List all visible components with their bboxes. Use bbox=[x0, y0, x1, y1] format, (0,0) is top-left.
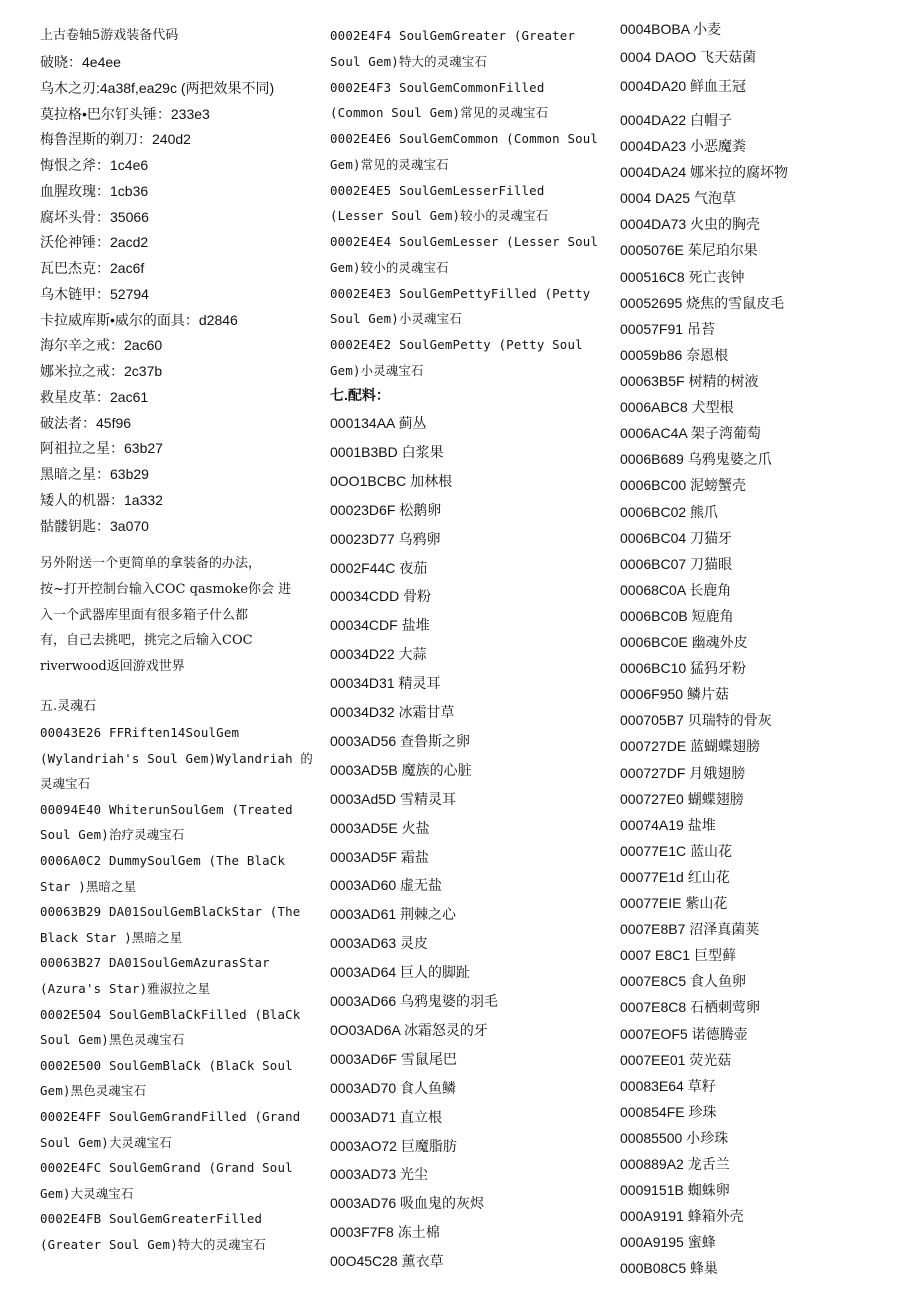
ingredient-line: 0006BC0E 幽魂外皮 bbox=[620, 634, 748, 650]
ingredient-line: 00034CDF 盐堆 bbox=[330, 617, 430, 634]
soulgem-line: 0002E500 SoulGemBlaCk (BlaCk Soul bbox=[40, 1057, 293, 1073]
item-code-line: 乌木链甲：52794 bbox=[40, 285, 149, 302]
ingredient-line: 0006BC07 刀猫眼 bbox=[620, 556, 733, 572]
soulgem-line: 0002E4E3 SoulGemPettyFilled (Petty bbox=[330, 285, 591, 301]
soulgem-line: 0002E4E5 SoulGemLesserFilled bbox=[330, 182, 545, 198]
soulgem-line: (Azura's Star)雅淑拉之星 bbox=[40, 981, 211, 996]
ingredient-line: 0003AD61 荆棘之心 bbox=[330, 906, 457, 923]
ingredient-line: 00052695 烧焦的雪鼠皮毛 bbox=[620, 295, 785, 311]
ingredient-line: 0004 DAOO 飞天菇菌 bbox=[620, 49, 757, 65]
ingredient-line: 0003AD71 直立根 bbox=[330, 1108, 443, 1125]
item-code-line: 骷髅钥匙：3a070 bbox=[40, 517, 149, 534]
ingredient-line: 0004 DA25 气泡草 bbox=[620, 190, 736, 206]
ingredient-line: 0006BC04 刀猫牙 bbox=[620, 530, 733, 546]
ingredient-line: 0006BC02 熊爪 bbox=[620, 504, 719, 520]
ingredient-line: 000854FE 珍珠 bbox=[620, 1104, 717, 1120]
ingredient-line: 0007E8C8 石栖刺莺卵 bbox=[620, 999, 761, 1015]
soulgem-line: Soul Gem)治疗灵魂宝石 bbox=[40, 827, 185, 843]
ingredient-line: 00O45C28 薰衣草 bbox=[330, 1253, 444, 1270]
ingredient-line: 00034D31 精灵耳 bbox=[330, 675, 441, 692]
ingredient-line: 0005076E 茱尼珀尔果 bbox=[620, 242, 758, 258]
soulgem-line: Gem)较小的灵魂宝石 bbox=[330, 259, 449, 275]
ingredient-line: 0006BC10 猛犸牙粉 bbox=[620, 660, 747, 676]
ingredient-line: 000A9191 蜂箱外壳 bbox=[620, 1208, 744, 1224]
item-code-line: 破晓：4e4ee bbox=[40, 54, 121, 70]
ingredient-line: 0003AD6F 雪鼠尾巴 bbox=[330, 1050, 457, 1067]
ingredient-line: 0004BOBA 小麦 bbox=[620, 21, 722, 37]
ingredient-line: 00063B5F 树精的树液 bbox=[620, 373, 759, 389]
ingredient-line: 0003AD64 巨人的脚趾 bbox=[330, 964, 471, 981]
ingredient-line: 00068C0A 长鹿角 bbox=[620, 582, 732, 598]
note-line: 有，自己去挑吧，挑完之后输入COC bbox=[40, 633, 253, 649]
soulgem-line: (Greater Soul Gem)特大的灵魂宝石 bbox=[40, 1237, 267, 1252]
soulgem-line: (Lesser Soul Gem)较小的灵魂宝石 bbox=[330, 208, 549, 224]
ingredient-line: 00034D32 冰霜甘草 bbox=[330, 704, 455, 720]
note-line: riverwood返回游戏世界 bbox=[40, 659, 185, 674]
ingredient-line: 0006BC0B 短鹿角 bbox=[620, 608, 734, 624]
ingredient-line: 0004DA20 鲜血王冠 bbox=[620, 78, 747, 94]
ingredient-line: 000A9195 蜜蜂 bbox=[620, 1234, 716, 1250]
ingredient-line: 00023D77 乌鸦卵 bbox=[330, 530, 441, 547]
note-line: 入一个武器库里面有很多箱子什么都 bbox=[40, 607, 249, 623]
item-code-line: 瓦巴杰克：2ac6f bbox=[40, 260, 145, 276]
soulgem-line: Gem)黑色灵魂宝石 bbox=[40, 1083, 147, 1099]
ingredient-line: 0004DA23 小恶魔粪 bbox=[620, 138, 747, 154]
ingredient-line: 0007EOF5 诺德腾壶 bbox=[620, 1026, 748, 1042]
soulgem-line: (Wylandriah's Soul Gem)Wylandriah 的 bbox=[40, 750, 314, 766]
ingredient-line: 00083E64 草籽 bbox=[620, 1078, 716, 1094]
item-code-line: 破法者：45f96 bbox=[40, 414, 132, 431]
item-code-line: 腐坏头骨：35066 bbox=[40, 208, 149, 225]
item-code-line: 血腥玫瑰：1cb36 bbox=[40, 182, 149, 199]
ingredient-line: 000134AA 蓟丛 bbox=[330, 415, 427, 431]
item-code-line: 海尔辛之戒：2ac60 bbox=[40, 337, 163, 354]
ingredient-line: 00023D6F 松鹅卵 bbox=[330, 501, 442, 518]
ingredient-line: 0007 E8C1 巨型藓 bbox=[620, 947, 736, 963]
item-code-line: 黑暗之星：63b29 bbox=[40, 466, 149, 482]
ingredient-line: 0OO1BCBC 加林根 bbox=[330, 472, 453, 489]
soulgem-line: Star )黑暗之星 bbox=[40, 878, 137, 894]
ingredient-line: 0004DA22 白帽子 bbox=[620, 112, 733, 128]
ingredient-line: 00077E1C 蓝山花 bbox=[620, 843, 733, 859]
item-code-line: 莫拉格•巴尔钉头锤：233e3 bbox=[40, 105, 210, 122]
ingredient-line: 0003AD56 查鲁斯之卵 bbox=[330, 732, 471, 749]
ingredient-line: 0007E8C5 食人鱼卵 bbox=[620, 973, 747, 989]
ingredient-line: 000516C8 死亡丧钟 bbox=[620, 269, 745, 285]
ingredient-line: 0004DA73 火虫的胸壳 bbox=[620, 216, 761, 232]
document-title: 上古卷轴5游戏装备代码 bbox=[40, 28, 179, 43]
section-heading-soulgems: 五.灵魂石 bbox=[40, 699, 97, 714]
ingredient-line: 00077EIE 紫山花 bbox=[620, 895, 728, 911]
ingredient-line: 00034CDD 骨粉 bbox=[330, 588, 432, 605]
item-code-line: 阿祖拉之星：63b27 bbox=[40, 440, 163, 457]
ingredient-line: 0007E8B7 沼泽真菌荚 bbox=[620, 921, 760, 937]
ingredient-line: 000889A2 龙舌兰 bbox=[620, 1156, 730, 1172]
ingredient-line: 0003AD76 吸血鬼的灰烬 bbox=[330, 1195, 485, 1212]
ingredient-line: 0006F950 鳞片菇 bbox=[620, 686, 729, 702]
soulgem-line: 00094E40 WhiterunSoulGem (Treated bbox=[40, 801, 293, 817]
soulgem-line: 0002E4F4 SoulGemGreater (Greater bbox=[330, 28, 576, 43]
soulgem-line: 0002E504 SoulGemBlaCkFilled (BlaCk bbox=[40, 1006, 301, 1022]
ingredient-line: 0003AD60 虚无盐 bbox=[330, 877, 443, 894]
ingredient-line: 00057F91 吊苔 bbox=[620, 321, 715, 337]
soulgem-line: 灵魂宝石 bbox=[40, 776, 91, 792]
ingredient-line: 0003AD63 灵皮 bbox=[330, 935, 429, 952]
soulgem-line: Gem)小灵魂宝石 bbox=[330, 362, 424, 378]
ingredient-line: 000B08C5 蜂巢 bbox=[620, 1260, 719, 1276]
soulgem-line: 0002E4E2 SoulGemPetty (Petty Soul bbox=[330, 337, 583, 352]
section-heading-ingredients: 七.配料： bbox=[330, 387, 390, 403]
soulgem-line: (Common Soul Gem)常见的灵魂宝石 bbox=[330, 105, 549, 121]
item-code-line: 娜米拉之戒：2c37b bbox=[40, 363, 163, 379]
note-line: 另外附送一个更简单的拿装备的办法， bbox=[40, 556, 262, 571]
ingredient-line: 0003AD73 光尘 bbox=[330, 1166, 429, 1183]
ingredient-line: 0009151B 蜘蛛卵 bbox=[620, 1182, 730, 1198]
item-code-line: 卡拉威库斯•威尔的面具：d2846 bbox=[40, 311, 238, 328]
ingredient-line: 00059b86 奈恩根 bbox=[620, 347, 729, 363]
ingredient-line: 00034D22 大蒜 bbox=[330, 646, 427, 663]
ingredient-line: 0006ABC8 犬型根 bbox=[620, 399, 734, 415]
ingredient-line: 0003AD70 食人鱼鳞 bbox=[330, 1079, 457, 1096]
soulgem-line: 00063B29 DA01SoulGemBlaCkStar (The bbox=[40, 904, 301, 920]
soulgem-line: 0002E4E4 SoulGemLesser (Lesser Soul bbox=[330, 234, 599, 249]
ingredient-line: 000727DE 蓝蝴蝶翅膀 bbox=[620, 738, 761, 754]
ingredient-line: 0002F44C 夜茄 bbox=[330, 559, 428, 576]
ingredient-line: 0007EE01 荧光菇 bbox=[620, 1052, 732, 1068]
soulgem-line: 0006A0C2 DummySoulGem (The BlaCk bbox=[40, 853, 286, 868]
ingredient-line: 0001B3BD 白浆果 bbox=[330, 443, 444, 460]
item-code-line: 梅鲁涅斯的剃刀：240d2 bbox=[40, 131, 191, 148]
ingredient-line: 00074A19 盐堆 bbox=[620, 817, 716, 833]
item-code-line: 乌木之刃:4a38f,ea29c (两把效果不同) bbox=[40, 79, 275, 96]
soulgem-line: 00043E26 FFRiften14SoulGem bbox=[40, 725, 240, 740]
item-code-line: 救星皮革：2ac61 bbox=[40, 388, 149, 405]
ingredient-line: 0003AD5F 霜盐 bbox=[330, 848, 429, 865]
ingredient-line: 0003AO72 巨魔脂肪 bbox=[330, 1137, 457, 1154]
soulgem-line: Gem)大灵魂宝石 bbox=[40, 1185, 134, 1201]
ingredient-line: 0003AD66 乌鸦鬼婆的羽毛 bbox=[330, 993, 499, 1009]
ingredient-line: 00077E1d 红山花 bbox=[620, 869, 730, 885]
ingredient-line: 0003Ad5D 雪精灵耳 bbox=[330, 790, 457, 807]
note-line: 按~打开控制台输入COC qasmoke你会 进 bbox=[40, 581, 292, 597]
ingredient-line: 0003AD5B 魔族的心脏 bbox=[330, 761, 472, 778]
soulgem-line: 0002E4FB SoulGemGreaterFilled bbox=[40, 1211, 263, 1227]
item-code-line: 沃伦神锤：2acd2 bbox=[40, 234, 149, 251]
ingredient-line: 0006AC4A 架子湾葡萄 bbox=[620, 425, 761, 441]
item-code-line: 矮人的机器：1a332 bbox=[40, 491, 163, 508]
soulgem-line: 0002E4FF SoulGemGrandFilled (Grand bbox=[40, 1109, 301, 1124]
ingredient-line: 00085500 小珍珠 bbox=[620, 1130, 729, 1146]
soulgem-line: Soul Gem)大灵魂宝石 bbox=[40, 1134, 172, 1150]
ingredient-line: 0006B689 乌鸦鬼婆之爪 bbox=[620, 451, 772, 467]
soulgem-line: Black Star )黑暗之星 bbox=[40, 929, 183, 945]
ingredient-line: 000727E0 蝴蝶翅膀 bbox=[620, 791, 744, 807]
ingredient-line: 0004DA24 娜米拉的腐坏物 bbox=[620, 164, 789, 180]
soulgem-line: Soul Gem)黑色灵魂宝石 bbox=[40, 1032, 185, 1048]
ingredient-line: 000727DF 月娥翅膀 bbox=[620, 765, 746, 781]
item-code-line: 悔恨之斧：1c4e6 bbox=[40, 157, 149, 173]
soulgem-line: Soul Gem)小灵魂宝石 bbox=[330, 311, 462, 327]
soulgem-line: 0002E4F3 SoulGemCommonFilled bbox=[330, 79, 545, 95]
soulgem-line: 0002E4FC SoulGemGrand (Grand Soul bbox=[40, 1160, 293, 1176]
ingredient-line: 000705B7 贝瑞特的骨灰 bbox=[620, 712, 772, 728]
soulgem-line: 0002E4E6 SoulGemCommon (Common Soul bbox=[330, 131, 599, 146]
soulgem-line: Gem)常见的灵魂宝石 bbox=[330, 156, 449, 172]
soulgem-line: 00063B27 DA01SoulGemAzurasStar bbox=[40, 955, 270, 971]
ingredient-line: 0O03AD6A 冰霜怒灵的牙 bbox=[330, 1021, 488, 1038]
soulgem-line: Soul Gem)特大的灵魂宝石 bbox=[330, 53, 488, 69]
ingredient-line: 0003F7F8 冻土棉 bbox=[330, 1224, 440, 1241]
ingredient-line: 0006BC00 泥螃蟹壳 bbox=[620, 477, 747, 493]
ingredient-line: 0003AD5E 火盐 bbox=[330, 819, 430, 836]
